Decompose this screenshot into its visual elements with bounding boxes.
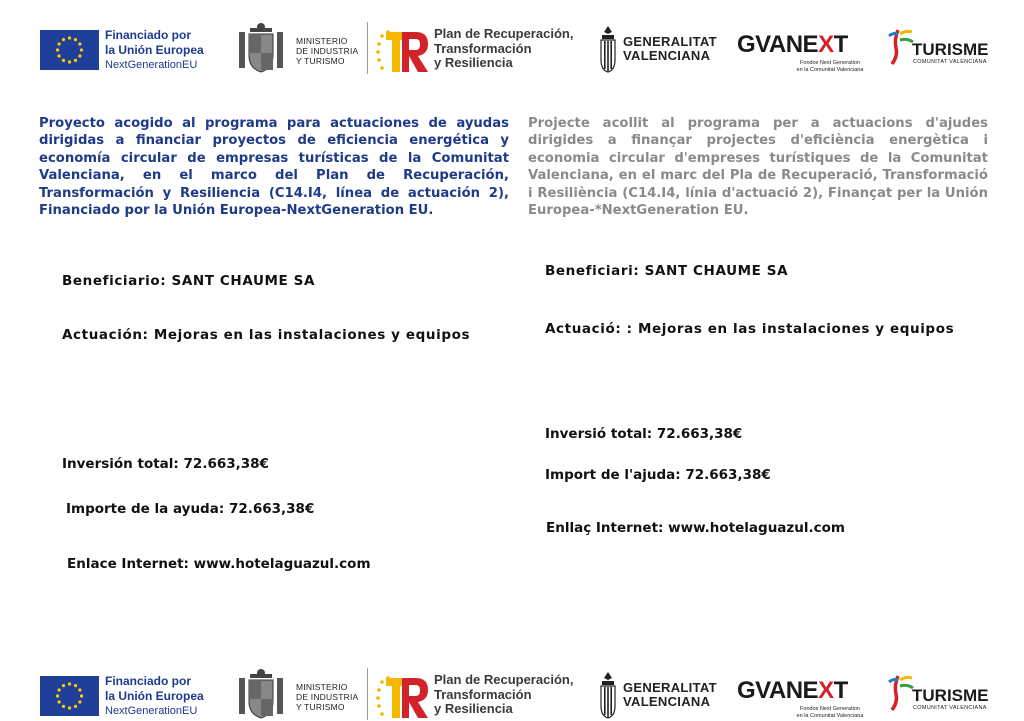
generalitat-label — [623, 681, 723, 709]
beneficiary-value: SANT CHAUME SA — [644, 263, 789, 279]
eu-star — [74, 38, 77, 41]
eu-star — [58, 42, 61, 45]
ministry-line-1: MINISTERIO — [296, 682, 348, 692]
eu-star — [62, 38, 65, 41]
link-label: Enllaç Internet: — [546, 520, 664, 536]
beneficiary-value: SANT CHAUME SA — [171, 273, 316, 289]
investment-value: 72.663,38€ — [183, 456, 269, 472]
eu-flag-icon — [40, 676, 99, 716]
link-line-spanish — [67, 556, 371, 572]
spain-coat-of-arms-icon — [236, 22, 286, 76]
eu-funding-label — [105, 674, 215, 719]
link-line-valencian — [546, 520, 845, 536]
ministry-line-3: Y TURISMO — [296, 702, 345, 712]
turisme-logo-icon — [886, 672, 914, 712]
gvanext-sub-line-2: en la Comunitat Valenciana — [796, 66, 864, 73]
eu-line-1: Financiado por — [105, 674, 192, 688]
gv-line-2: VALENCIANA — [623, 48, 711, 63]
beneficiary-line-spanish — [62, 273, 315, 289]
eu-star — [56, 48, 59, 51]
generalitat-emblem-icon — [598, 24, 618, 74]
eu-star — [58, 54, 61, 57]
intro-paragraph-valencian: Projecte acollit al programa per a actuacions d'ajudes dirigides a finançar projectes d'eficiència energètica i economia circular d'empreses turístiques de la Comunitat Valenciana, en el marc del Pla de Recuperació, Transformació i Resiliència (C14.I4, línia d'actuació 2), Finançat per la Unión Europea-*NextGeneration EU. — [528, 116, 988, 219]
eu-star — [74, 705, 77, 708]
generalitat-label — [623, 35, 723, 63]
investment-line-valencian — [545, 426, 742, 442]
eu-star — [78, 700, 81, 703]
prtr-line-2: Transformación — [434, 40, 532, 56]
ministry-label — [296, 36, 364, 66]
recovery-plan-label — [434, 673, 594, 717]
eu-star — [62, 59, 65, 62]
logo-strip-bottom — [0, 660, 1024, 721]
recovery-plan-logo-icon — [376, 28, 430, 74]
turisme-logo-icon — [886, 26, 914, 66]
investment-value: 72.663,38€ — [656, 426, 743, 442]
prtr-line-1: Plan de Recuperación, — [434, 672, 574, 687]
eu-star — [74, 59, 77, 62]
website-link[interactable]: www.hotelaguazul.com — [668, 520, 845, 536]
recovery-plan-label — [434, 27, 594, 71]
eu-star — [62, 684, 65, 687]
eu-star — [74, 684, 77, 687]
prtr-line-3: y Resiliencia — [434, 701, 513, 716]
gvanext-word-end: T — [833, 31, 848, 58]
beneficiary-label: Beneficiario: — [62, 273, 167, 289]
gvanext-word-start: GVANE — [737, 677, 819, 704]
prtr-line-3: y Resiliencia — [434, 55, 513, 70]
intro-paragraph-spanish: Proyecto acogido al programa para actuaciones de ayudas dirigidas a financiar proyectos de eficiencia energética y economía circular de empresas turísticas de la Comunitat Valenciana, en el marco del Plan de Recuperación, Transformación y Resiliencia (C14.I4, línea de actuación 2), Financiado por la Unión Europea-NextGeneration EU. — [39, 116, 509, 219]
logo-divider — [367, 22, 368, 74]
eu-star — [78, 42, 81, 45]
ministry-line-2: DE INDUSTRIA — [296, 46, 359, 56]
action-label: Actuació: : — [545, 321, 633, 337]
aid-line-spanish — [66, 501, 314, 517]
eu-line-3: NextGenerationEU — [105, 59, 198, 71]
generalitat-emblem-icon — [598, 670, 618, 720]
action-label: Actuación: — [62, 327, 149, 343]
aid-label: Import de l'ajuda: — [545, 467, 681, 483]
logo-divider — [367, 668, 368, 720]
action-line-valencian — [545, 321, 954, 337]
aid-value: 72.663,38€ — [685, 467, 771, 483]
aid-value: 72.663,38€ — [228, 501, 315, 517]
eu-star — [68, 36, 71, 39]
gvanext-sub-line-1: Fondos Next Generation — [800, 60, 860, 66]
eu-star — [56, 694, 59, 697]
eu-star — [80, 694, 83, 697]
gv-line-1: GENERALITAT — [623, 34, 717, 49]
gvanext-logo — [737, 678, 848, 704]
gvanext-word-start: GVANE — [737, 31, 819, 58]
gvanext-sub-line-1: Fondos Next Generation — [800, 706, 860, 712]
recovery-plan-logo-icon — [376, 674, 430, 720]
eu-star — [58, 700, 61, 703]
investment-label: Inversión total: — [62, 456, 179, 472]
gv-line-2: VALENCIANA — [623, 694, 711, 709]
logo-strip-top — [0, 14, 1024, 78]
eu-star — [80, 48, 83, 51]
eu-star — [78, 688, 81, 691]
beneficiary-line-valencian — [545, 263, 788, 279]
turisme-subtitle: COMUNITAT VALENCIANA — [913, 59, 987, 65]
gvanext-sub-line-2: en la Comunitat Valenciana — [796, 712, 864, 719]
ministry-label — [296, 682, 364, 712]
eu-star — [78, 54, 81, 57]
action-value: Mejoras en las instalaciones y equipos — [153, 327, 471, 343]
spain-coat-of-arms-icon — [236, 668, 286, 721]
investment-line-spanish — [62, 456, 269, 472]
eu-star — [68, 682, 71, 685]
gvanext-word-x: X — [818, 31, 834, 58]
link-label: Enlace Internet: — [67, 556, 189, 572]
turisme-label: TURISME — [912, 686, 989, 705]
eu-line-2: la Unión Europea — [105, 43, 204, 57]
eu-star — [68, 706, 71, 709]
turisme-subtitle: COMUNITAT VALENCIANA — [913, 705, 987, 711]
eu-line-3: NextGenerationEU — [105, 705, 198, 717]
ministry-line-1: MINISTERIO — [296, 36, 348, 46]
eu-line-2: la Unión Europea — [105, 689, 204, 703]
eu-funding-label — [105, 28, 215, 73]
gvanext-subtitle — [780, 60, 880, 73]
ministry-line-3: Y TURISMO — [296, 56, 345, 66]
gvanext-logo — [737, 32, 848, 58]
gvanext-subtitle — [780, 706, 880, 719]
eu-flag-icon — [40, 30, 99, 70]
aid-line-valencian — [545, 467, 771, 483]
eu-star — [58, 688, 61, 691]
beneficiary-label: Beneficiari: — [545, 263, 640, 279]
ministry-line-2: DE INDUSTRIA — [296, 692, 359, 702]
investment-label: Inversió total: — [545, 426, 653, 442]
turisme-label: TURISME — [912, 40, 989, 59]
prtr-line-2: Transformación — [434, 686, 532, 702]
gv-line-1: GENERALITAT — [623, 680, 717, 695]
eu-star — [68, 60, 71, 63]
aid-label: Importe de la ayuda: — [66, 501, 225, 517]
website-link[interactable]: www.hotelaguazul.com — [193, 556, 371, 572]
gvanext-word-end: T — [833, 677, 848, 704]
eu-line-1: Financiado por — [105, 28, 192, 42]
eu-star — [62, 705, 65, 708]
action-line-spanish — [62, 327, 470, 343]
gvanext-word-x: X — [818, 677, 834, 704]
prtr-line-1: Plan de Recuperación, — [434, 26, 574, 41]
action-value: Mejoras en las instalaciones y equipos — [637, 321, 955, 337]
